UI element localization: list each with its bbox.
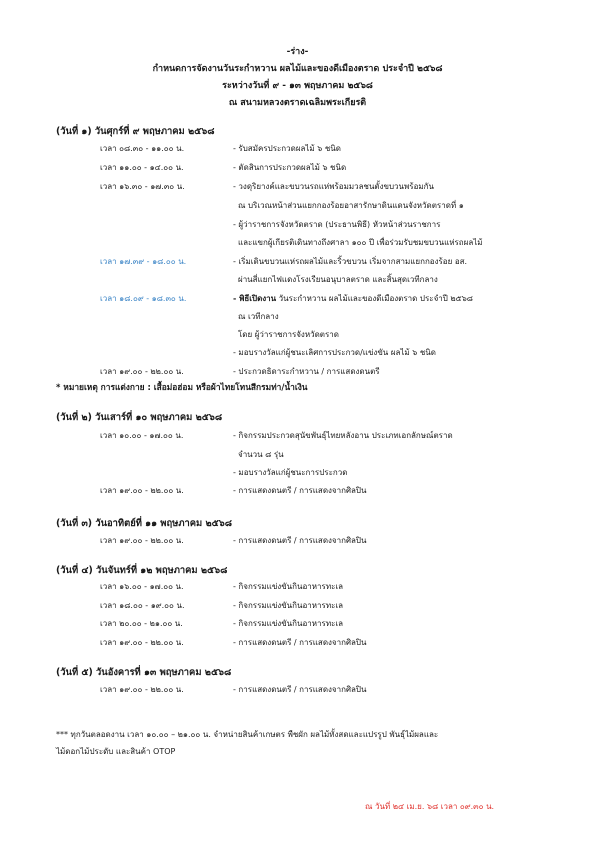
document-title: กำหนดการจัดงานวันระกำหวาน ผลไม้และของดีเมืองตราด ประจำปี ๒๕๖๘	[152, 64, 443, 74]
day1-item-5-host: โดย ผู้ว่าราชการจังหวัดตราด	[238, 330, 339, 339]
day4-title: (วันที่ ๔) วันจันทร์ที่ ๑๒ พฤษภาคม ๒๕๖๘	[56, 565, 228, 576]
opening-ceremony-text: วันระกำหวาน ผลไม้และของดีเมืองตราด ประจำปี ๒๕๖๘	[276, 294, 473, 303]
day4-time-1: เวลา ๑๖.๐๐ - ๑๗.๐๐ น.	[100, 582, 184, 591]
day1-time-1: เวลา ๐๘.๓๐ - ๑๑.๐๐ น.	[100, 144, 185, 153]
dress-code-note: * หมายเหตุ การแต่งกาย : เสื้อม่อฮ่อม หรือผ้าไทยโทนสีกรมท่า/น้ำเงิน	[56, 382, 308, 392]
day5-item-1: - การแสดงดนตรี / การแสดงจากศิลปิน	[233, 685, 367, 694]
day4-item-4: - การแสดงดนตรี / การแสดงจากศิลปิน	[233, 638, 367, 647]
event-venue: ณ สนามหลวงตราดเฉลิมพระเกียรติ	[228, 98, 367, 108]
day4-item-2: - กิจกรรมแข่งขันกินอาหารทะเล	[233, 601, 344, 610]
day1-item-4-cont: ผ่านสี่แยกไฟแดงโรงเรียนอนุบาลตราด และสิ้นสุดเวทีกลาง	[238, 275, 438, 284]
document-header	[0, 44, 595, 112]
day5-title: (วันที่ ๕) วันอังคารที่ ๑๓ พฤษภาคม ๒๕๖๘	[56, 667, 232, 678]
day4-time-4: เวลา ๑๙.๐๐ - ๒๒.๐๐ น.	[100, 638, 184, 647]
day1-item-6: - ประกวดธิดาระกำหวาน / การแสดงดนตรี	[233, 367, 380, 376]
day1-time-6: เวลา ๑๙.๐๐ - ๒๒.๐๐ น.	[100, 367, 184, 376]
day2-item-2: - การแสดงดนตรี / การแสดงจากศิลปิน	[233, 486, 367, 495]
day2-item-1-cont: จำนวน ๘ รุ่น	[238, 450, 284, 459]
day1-item-3-cont: ณ บริเวณหน้าส่วนแยกกองร้อยอาสารักษาดินแดนจังหวัดตราดที่ ๑	[238, 201, 464, 210]
day3-item-1: - การแสดงดนตรี / การแสดงจากศิลปิน	[233, 536, 367, 545]
opening-ceremony-label: - พิธีเปิดงาน	[233, 294, 277, 303]
day1-time-4: เวลา ๑๗.๓๙ - ๑๘.๐๐ น.	[100, 257, 187, 266]
timestamp-stamp: ณ วันที่ ๒๔ เม.ย. ๖๘ เวลา ๐๙.๓๐ น.	[365, 802, 495, 811]
day2-time-2: เวลา ๑๙.๐๐ - ๒๒.๐๐ น.	[100, 486, 184, 495]
day1-item-5-awards: - มอบรางวัลแก่ผู้ชนะเลิศการประกวด/แข่งขัน ผลไม้ ๖ ชนิด	[233, 348, 436, 357]
day2-item-1-awards: - มอบรางวัลแก่ผู้ชนะการประกวด	[233, 468, 348, 477]
day2-title: (วันที่ ๒) วันเสาร์ที่ ๑๐ พฤษภาคม ๒๕๖๘	[56, 412, 223, 423]
day4-time-2: เวลา ๑๘.๐๐ - ๑๙.๐๐ น.	[100, 601, 185, 610]
day3-time-1: เวลา ๑๙.๐๐ - ๒๒.๐๐ น.	[100, 536, 184, 545]
day1-time-5: เวลา ๑๘.๐๙ - ๑๘.๓๐ น.	[100, 294, 187, 303]
day1-title: (วันที่ ๑) วันศุกร์ที่ ๙ พฤษภาคม ๒๕๖๘	[56, 126, 215, 137]
day2-item-1: - กิจกรรมประกวดสุนัขพันธุ์ไทยหลังอาน ประเภทเอกลักษณ์ตราด	[233, 431, 453, 440]
day1-item-5	[233, 293, 473, 305]
day1-item-3c: - ผู้ว่าราชการจังหวัดตราด (ประธานพิธี) หัวหน้าส่วนราชการ	[233, 220, 441, 229]
day1-time-2: เวลา ๑๑.๐๐ - ๑๔.๐๐ น.	[100, 163, 184, 172]
day1-time-3: เวลา ๑๖.๓๐ - ๑๗.๓๐ น.	[100, 182, 185, 191]
day1-item-1: - รับสมัครประกวดผลไม้ ๖ ชนิด	[233, 144, 341, 153]
event-dates: ระหว่างวันที่ ๙ - ๑๓ พฤษภาคม ๒๕๖๘	[222, 81, 373, 91]
day1-item-3d: และแขกผู้เกียรติเดินทางถึงศาลา ๑๐๐ ปี เพื่อร่วมรับชมขบวนแห่รถผลไม้	[238, 238, 483, 247]
day4-item-1: - กิจกรรมแข่งขันกินอาหารทะเล	[233, 582, 344, 591]
day1-item-5-venue: ณ เวทีกลาง	[238, 312, 279, 321]
day4-time-3: เวลา ๒๐.๐๐ - ๒๑.๐๐ น.	[100, 619, 183, 628]
day5-time-1: เวลา ๑๙.๐๐ - ๒๒.๐๐ น.	[100, 685, 184, 694]
day1-item-2: - ตัดสินการประกวดผลไม้ ๖ ชนิด	[233, 163, 347, 172]
day1-item-4: - เริ่มเดินขบวนแห่รถผลไม้และริ้วขบวน เริ่มจากสามแยกกองร้อย อส.	[233, 257, 468, 266]
day4-item-3: - กิจกรรมแข่งขันกินอาหารทะเล	[233, 619, 344, 628]
day2-time-1: เวลา ๑๐.๐๐ - ๑๗.๐๐ น.	[100, 431, 184, 440]
footer-note-line-2: ไม้ดอกไม้ประดับ และสินค้า OTOP	[56, 747, 176, 756]
day3-title: (วันที่ ๓) วันอาทิตย์ที่ ๑๑ พฤษภาคม ๒๕๖๘	[56, 518, 232, 529]
draft-label: -ร่าง-	[286, 47, 309, 57]
footer-note-line-1: *** ทุกวันตลอดงาน เวลา ๑๐.๐๐ – ๒๑.๐๐ น. จำหน่ายสินค้าเกษตร พืชผัก ผลไม้ทั้งสดและแปรรูป พันธุ์ไม้ผลและ	[56, 730, 439, 739]
day1-item-3: - วงดุริยางค์และขบวนรถแห่พร้อมมวลชนตั้งขบวนพร้อมกัน	[233, 182, 434, 191]
